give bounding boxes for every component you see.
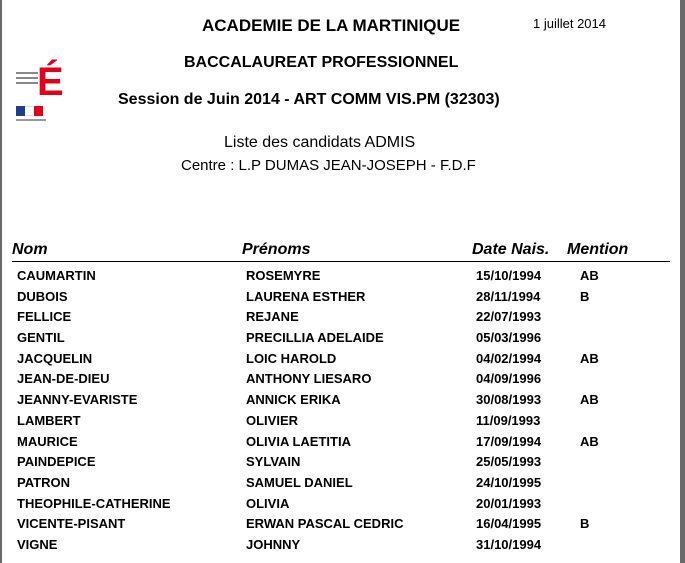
cell-nom: LAMBERT xyxy=(17,412,81,428)
cell-date: 20/01/1993 xyxy=(476,495,542,511)
cell-prenoms: ROSEMYRE xyxy=(246,268,321,283)
cell-mention: AB xyxy=(580,268,599,283)
cell-nom: PATRON xyxy=(17,474,70,490)
cell-date: 31/10/1994 xyxy=(476,536,542,552)
cell-nom: JEAN-DE-DIEU xyxy=(17,371,110,387)
column-header-date: Date Nais. xyxy=(472,241,550,258)
header-divider xyxy=(12,261,670,262)
ministry-wordmark xyxy=(16,72,38,87)
table-row xyxy=(0,349,680,370)
education-e-logo-icon: É xyxy=(37,60,64,104)
table-row xyxy=(0,432,680,453)
french-flag-icon xyxy=(16,106,43,116)
document-date: 1 juillet 2014 xyxy=(533,16,606,31)
cell-prenoms: SAMUEL DANIEL xyxy=(246,474,353,490)
ministry-logo xyxy=(14,62,78,124)
academy-title: ACADEMIE DE LA MARTINIQUE xyxy=(202,16,461,35)
table-row xyxy=(0,287,680,308)
document-frame-right xyxy=(680,0,685,563)
cell-date: 05/03/1996 xyxy=(476,330,542,346)
cell-prenoms: OLIVIER xyxy=(246,412,299,428)
cell-mention: B xyxy=(580,516,590,532)
table-row xyxy=(0,452,680,473)
cell-mention: B xyxy=(580,288,590,304)
table-row xyxy=(0,266,680,287)
cell-prenoms: JOHNNY xyxy=(246,536,301,552)
cell-prenoms: ANTHONY LIESARO xyxy=(246,371,372,387)
cell-nom: THEOPHILE-CATHERINE xyxy=(17,495,171,511)
cell-nom: VIGNE xyxy=(17,536,58,552)
column-header-mention: Mention xyxy=(567,241,629,258)
cell-prenoms: LAURENA ESTHER xyxy=(246,288,366,304)
cell-date: 15/10/1994 xyxy=(476,268,542,283)
cell-prenoms: PRECILLIA ADELAIDE xyxy=(246,330,384,346)
table-row xyxy=(0,473,680,494)
cell-nom: GENTIL xyxy=(17,330,65,346)
cell-date: 11/09/1993 xyxy=(476,412,541,428)
cell-mention: AB xyxy=(580,350,599,366)
cell-mention: AB xyxy=(580,392,599,408)
list-title: Liste des candidats ADMIS xyxy=(224,134,416,151)
table-row xyxy=(0,494,680,515)
table-row xyxy=(0,390,680,411)
cell-nom: JACQUELIN xyxy=(17,350,93,366)
cell-date: 16/04/1995 xyxy=(476,516,542,532)
cell-date: 04/09/1996 xyxy=(476,371,542,387)
cell-prenoms: SYLVAIN xyxy=(246,454,301,470)
exam-title: BACCALAUREAT PROFESSIONNEL xyxy=(184,54,459,71)
cell-date: 30/08/1993 xyxy=(476,392,542,408)
cell-date: 24/10/1995 xyxy=(476,474,542,490)
cell-date: 04/02/1994 xyxy=(476,350,542,366)
cell-prenoms: REJANE xyxy=(246,309,299,325)
cell-nom: VICENTE-PISANT xyxy=(17,516,126,532)
cell-date: 22/07/1993 xyxy=(476,309,542,325)
cell-prenoms: OLIVIA LAETITIA xyxy=(246,433,351,449)
cell-prenoms: ANNICK ERIKA xyxy=(246,392,341,408)
cell-mention: AB xyxy=(580,433,599,449)
table-row xyxy=(0,514,680,535)
table-row xyxy=(0,369,680,390)
cell-prenoms: ERWAN PASCAL CEDRIC xyxy=(246,516,404,532)
table-row xyxy=(0,307,680,328)
table-row xyxy=(0,328,680,349)
table-row xyxy=(0,411,680,432)
session-title: Session de Juin 2014 - ART COMM VIS.PM (32303) xyxy=(118,91,500,108)
republic-motto-line xyxy=(16,119,46,121)
cell-nom: DUBOIS xyxy=(17,288,68,304)
cell-nom: MAURICE xyxy=(17,433,78,449)
candidates-table xyxy=(0,266,680,556)
cell-nom: FELLICE xyxy=(17,309,72,325)
column-header-nom: Nom xyxy=(12,241,48,258)
cell-prenoms: LOIC HAROLD xyxy=(246,350,337,366)
cell-date: 28/11/1994 xyxy=(476,288,541,304)
cell-nom: PAINDEPICE xyxy=(17,454,96,470)
table-row xyxy=(0,535,680,556)
cell-nom: CAUMARTIN xyxy=(17,268,96,283)
cell-date: 17/09/1994 xyxy=(476,433,542,449)
cell-nom: JEANNY-EVARISTE xyxy=(17,392,138,408)
cell-date: 25/05/1993 xyxy=(476,454,542,470)
column-header-prenoms: Prénoms xyxy=(242,241,311,258)
centre-name: Centre : L.P DUMAS JEAN-JOSEPH - F.D.F xyxy=(181,157,476,174)
cell-prenoms: OLIVIA xyxy=(246,495,290,511)
